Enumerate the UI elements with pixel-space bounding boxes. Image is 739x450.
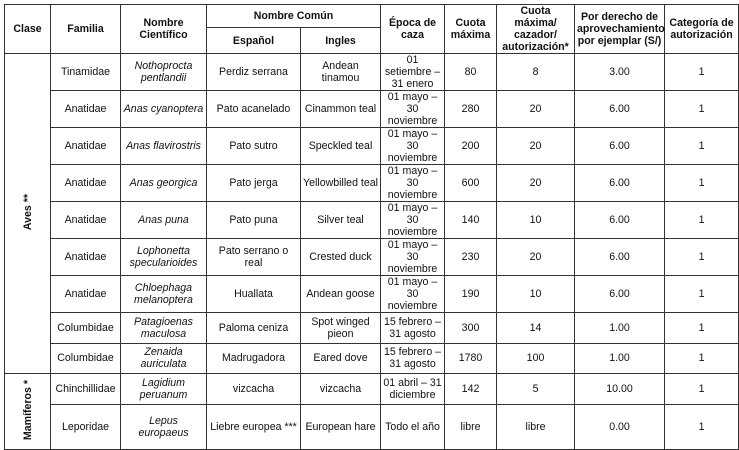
cell-categoria: 1 [665,128,739,165]
cell-categoria: 1 [665,343,739,374]
cell-espanol: Huallata [207,276,301,313]
cell-cientifico: Lepus europaeus [121,404,207,449]
cell-cuota: 142 [445,374,497,405]
cell-ingles: Speckled teal [301,128,381,165]
cell-epoca: 15 febrero – 31 agosto [381,313,445,344]
table-row [5,165,739,202]
cell-cuota: 230 [445,239,497,276]
header-cuota-cazador: Cuota máxima/ cazador/ autorización* [497,5,575,54]
cell-cientifico: Chloephaga melanoptera [121,276,207,313]
cell-categoria: 1 [665,404,739,449]
cell-cuota-cazador: 20 [497,128,575,165]
table-row [5,313,739,344]
cell-ingles: vizcacha [301,374,381,405]
cell-epoca: 01 mayo – 30 noviembre [381,165,445,202]
cell-epoca: 01 mayo – 30 noviembre [381,276,445,313]
cell-categoria: 1 [665,239,739,276]
header-espanol: Español [207,28,301,54]
cell-cuota: 80 [445,54,497,91]
cell-epoca: 01 mayo – 30 noviembre [381,128,445,165]
cell-cuota-cazador: 20 [497,239,575,276]
cell-cientifico: Zenaida auriculata [121,343,207,374]
header-ingles: Ingles [301,28,381,54]
cell-cuota-cazador: 14 [497,313,575,344]
document-page [4,4,739,450]
header-epoca-caza: Época de caza [381,5,445,54]
cell-cientifico: Nothoprocta pentlandii [121,54,207,91]
cell-familia: Anatidae [51,165,121,202]
cell-espanol: Perdiz serrana [207,54,301,91]
cell-cuota: 300 [445,313,497,344]
cell-categoria: 1 [665,276,739,313]
cell-categoria: 1 [665,165,739,202]
cell-cuota-cazador: 8 [497,54,575,91]
cell-familia: Chinchillidae [51,374,121,405]
cell-cientifico: Anas georgica [121,165,207,202]
table-row [5,239,739,276]
cell-derecho: 6.00 [575,276,665,313]
table-row [5,91,739,128]
header-categoria: Categoría de autorización [665,5,739,54]
cell-espanol: vizcacha [207,374,301,405]
cell-cuota: 1780 [445,343,497,374]
cell-ingles: Yellowbilled teal [301,165,381,202]
cell-cientifico: Lophonetta specularioides [121,239,207,276]
cell-espanol: Pato acanelado [207,91,301,128]
cell-cientifico: Patagioenas maculosa [121,313,207,344]
cell-ingles: Eared dove [301,343,381,374]
cell-cuota: 190 [445,276,497,313]
cell-espanol: Madrugadora [207,343,301,374]
cell-ingles: Andean tinamou [301,54,381,91]
cell-derecho: 6.00 [575,128,665,165]
hunting-quota-table [4,4,739,450]
cell-derecho: 6.00 [575,165,665,202]
cell-epoca: Todo el año [381,404,445,449]
cell-cuota-cazador: libre [497,404,575,449]
cell-derecho: 6.00 [575,239,665,276]
cell-categoria: 1 [665,313,739,344]
cell-cuota: 200 [445,128,497,165]
cell-espanol: Paloma ceniza [207,313,301,344]
cell-familia: Anatidae [51,128,121,165]
cell-categoria: 1 [665,54,739,91]
header-clase: Clase [5,5,51,54]
cell-familia: Anatidae [51,239,121,276]
table-row [5,128,739,165]
table-row [5,202,739,239]
cell-cuota-cazador: 20 [497,91,575,128]
table-row [5,54,739,91]
cell-espanol: Pato sutro [207,128,301,165]
cell-derecho: 0.00 [575,404,665,449]
class-cell-aves [5,54,51,374]
cell-familia: Anatidae [51,276,121,313]
cell-ingles: Andean goose [301,276,381,313]
cell-cientifico: Lagidium peruanum [121,374,207,405]
cell-espanol: Pato jerga [207,165,301,202]
cell-epoca: 01 mayo – 30 noviembre [381,91,445,128]
header-familia: Familia [51,5,121,54]
header-cuota-maxima: Cuota máxima [445,5,497,54]
cell-familia: Columbidae [51,313,121,344]
cell-ingles: Cinammon teal [301,91,381,128]
cell-cientifico: Anas puna [121,202,207,239]
cell-categoria: 1 [665,374,739,405]
cell-ingles: Silver teal [301,202,381,239]
header-nombre-comun: Nombre Común [207,5,381,28]
class-label-aves: Aves ** [21,193,34,231]
table-row [5,343,739,374]
cell-ingles: Spot winged pieon [301,313,381,344]
cell-epoca: 15 febrero – 31 agosto [381,343,445,374]
cell-cuota-cazador: 5 [497,374,575,405]
cell-epoca: 01 mayo – 30 noviembre [381,239,445,276]
cell-cuota-cazador: 20 [497,165,575,202]
cell-epoca: 01 setiembre – 31 enero [381,54,445,91]
cell-epoca: 01 abril – 31 diciembre [381,374,445,405]
cell-epoca: 01 mayo – 30 noviembre [381,202,445,239]
cell-cuota: 140 [445,202,497,239]
table-row [5,276,739,313]
table-row [5,374,739,405]
cell-derecho: 1.00 [575,313,665,344]
cell-familia: Tinamidae [51,54,121,91]
cell-cuota-cazador: 10 [497,202,575,239]
cell-espanol: Pato serrano o real [207,239,301,276]
cell-familia: Anatidae [51,91,121,128]
cell-derecho: 6.00 [575,91,665,128]
header-derecho: Por derecho de aprovechamiento por ejemplar (S/) [575,5,665,54]
cell-cuota-cazador: 10 [497,276,575,313]
table-body [5,54,739,450]
cell-espanol: Pato puna [207,202,301,239]
cell-derecho: 10.00 [575,374,665,405]
class-cell-mamiferos [5,374,51,450]
cell-derecho: 3.00 [575,54,665,91]
cell-ingles: European hare [301,404,381,449]
cell-espanol: Liebre europea *** [207,404,301,449]
cell-ingles: Crested duck [301,239,381,276]
cell-cientifico: Anas cyanoptera [121,91,207,128]
cell-categoria: 1 [665,202,739,239]
cell-categoria: 1 [665,91,739,128]
cell-familia: Anatidae [51,202,121,239]
cell-derecho: 1.00 [575,343,665,374]
header-nombre-cientifico: Nombre Científico [121,5,207,54]
cell-cuota-cazador: 100 [497,343,575,374]
cell-cientifico: Anas flavirostris [121,128,207,165]
cell-cuota: 600 [445,165,497,202]
cell-derecho: 6.00 [575,202,665,239]
cell-cuota: libre [445,404,497,449]
class-label-mamiferos: Mamíferos * [21,379,34,440]
cell-cuota: 280 [445,91,497,128]
cell-familia: Columbidae [51,343,121,374]
table-row [5,404,739,449]
cell-familia: Leporidae [51,404,121,449]
